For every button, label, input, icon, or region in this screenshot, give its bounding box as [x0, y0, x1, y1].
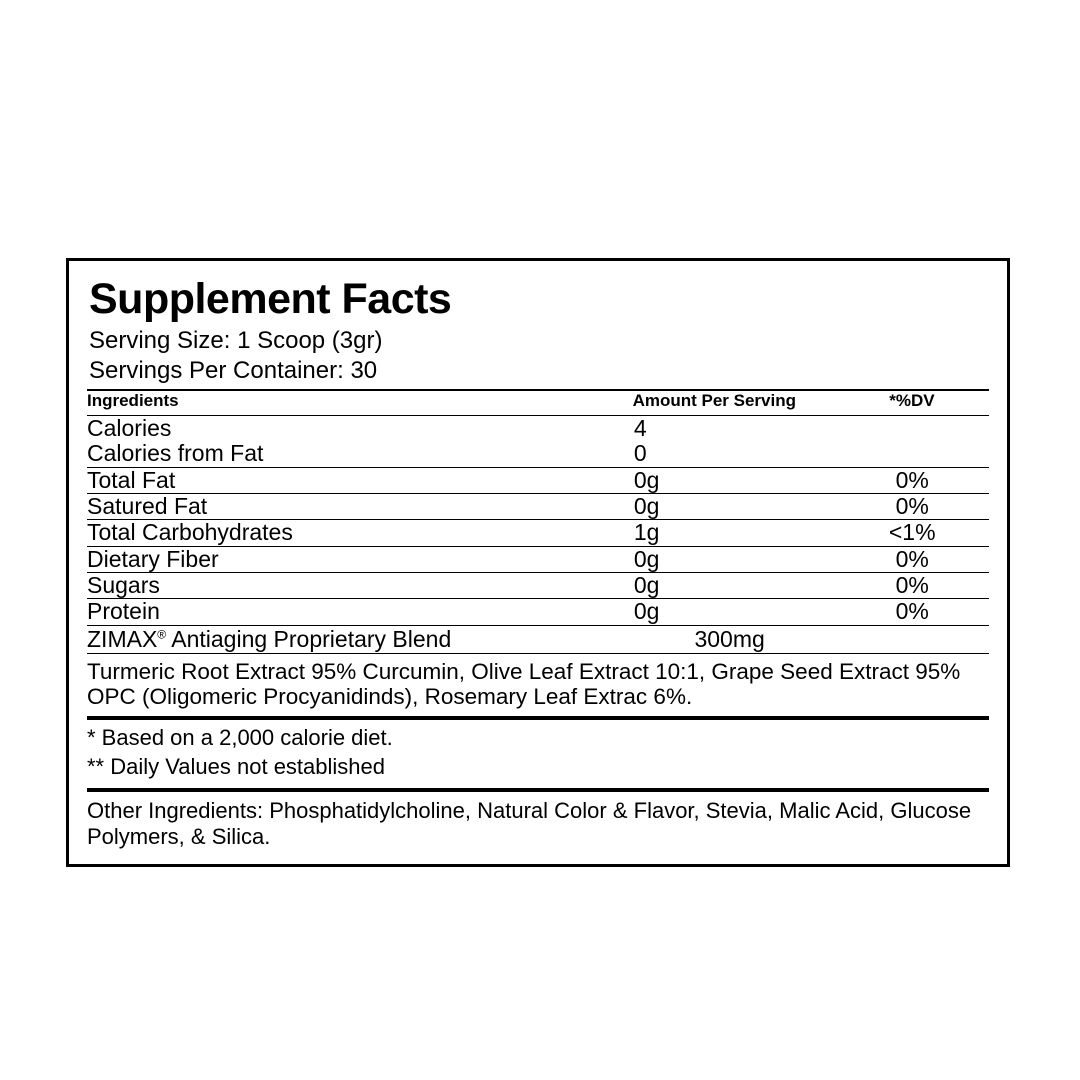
row-dv: <1%	[835, 520, 989, 546]
table-row	[87, 467, 989, 493]
row-dv: 0%	[835, 546, 989, 572]
nutrition-table	[87, 391, 989, 411]
row-amount: 0g	[624, 494, 836, 520]
blend-label	[87, 625, 624, 653]
row-amount: 1g	[624, 520, 836, 546]
row-dv: 0%	[835, 599, 989, 625]
row-label: Dietary Fiber	[87, 546, 624, 572]
blend-name-prefix: ZIMAX	[87, 625, 158, 652]
table-row	[87, 599, 989, 625]
row-dv: 0%	[835, 494, 989, 520]
row-label: Calories from Fat	[87, 441, 624, 467]
row-label: Sugars	[87, 572, 624, 598]
serving-size-line: Serving Size: 1 Scoop (3gr)	[89, 327, 383, 355]
row-label: Total Carbohydrates	[87, 520, 624, 546]
table-row	[87, 520, 989, 546]
registered-trademark-icon: ®	[157, 626, 167, 641]
footnote-daily-values: ** Daily Values not established	[87, 753, 385, 779]
proprietary-blend-row	[87, 625, 989, 653]
page-title: Supplement Facts	[89, 275, 452, 323]
table-row	[87, 572, 989, 598]
row-label: Total Fat	[87, 467, 624, 493]
row-amount: 0	[624, 441, 836, 467]
row-dv	[835, 416, 989, 441]
row-amount: 0g	[624, 467, 836, 493]
blend-amount: 300mg	[624, 625, 836, 653]
row-dv	[835, 441, 989, 467]
table-row	[87, 441, 989, 467]
header-daily-value: *%DV	[889, 391, 935, 411]
header-amount-per-serving: Amount Per Serving	[632, 391, 796, 411]
servings-per-container-line: Servings Per Container: 30	[89, 357, 378, 385]
row-dv: 0%	[835, 467, 989, 493]
row-amount: 0g	[624, 599, 836, 625]
supplement-facts-panel	[66, 258, 1010, 867]
table-row	[87, 494, 989, 520]
blend-ingredients-text: Turmeric Root Extract 95% Curcumin, Olive Leaf Extract 10:1, Grape Seed Extract 95% OPC (Oligomeric Procyanidinds), Rosemary Leaf Extrac 6%.	[87, 658, 961, 709]
row-amount: 0g	[624, 546, 836, 572]
row-amount: 0g	[624, 572, 836, 598]
blend-name-suffix: Antiaging Proprietary Blend	[166, 625, 452, 652]
blend-dv	[835, 625, 989, 653]
other-ingredients-text: Other Ingredients: Phosphatidylcholine, Natural Color & Flavor, Stevia, Malic Acid, Glucose Polymers, & Silica.	[87, 797, 972, 849]
row-label: Protein	[87, 599, 624, 625]
row-label: Satured Fat	[87, 494, 624, 520]
table-row	[87, 416, 989, 441]
row-amount: 4	[633, 415, 647, 442]
row-dv: 0%	[835, 572, 989, 598]
header-ingredients: Ingredients	[87, 391, 179, 411]
footnote-calorie-diet: * Based on a 2,000 calorie diet.	[87, 724, 393, 750]
row-label: Calories	[87, 415, 172, 442]
table-header-row	[87, 391, 989, 411]
table-row	[87, 546, 989, 572]
nutrition-rows	[87, 416, 989, 653]
